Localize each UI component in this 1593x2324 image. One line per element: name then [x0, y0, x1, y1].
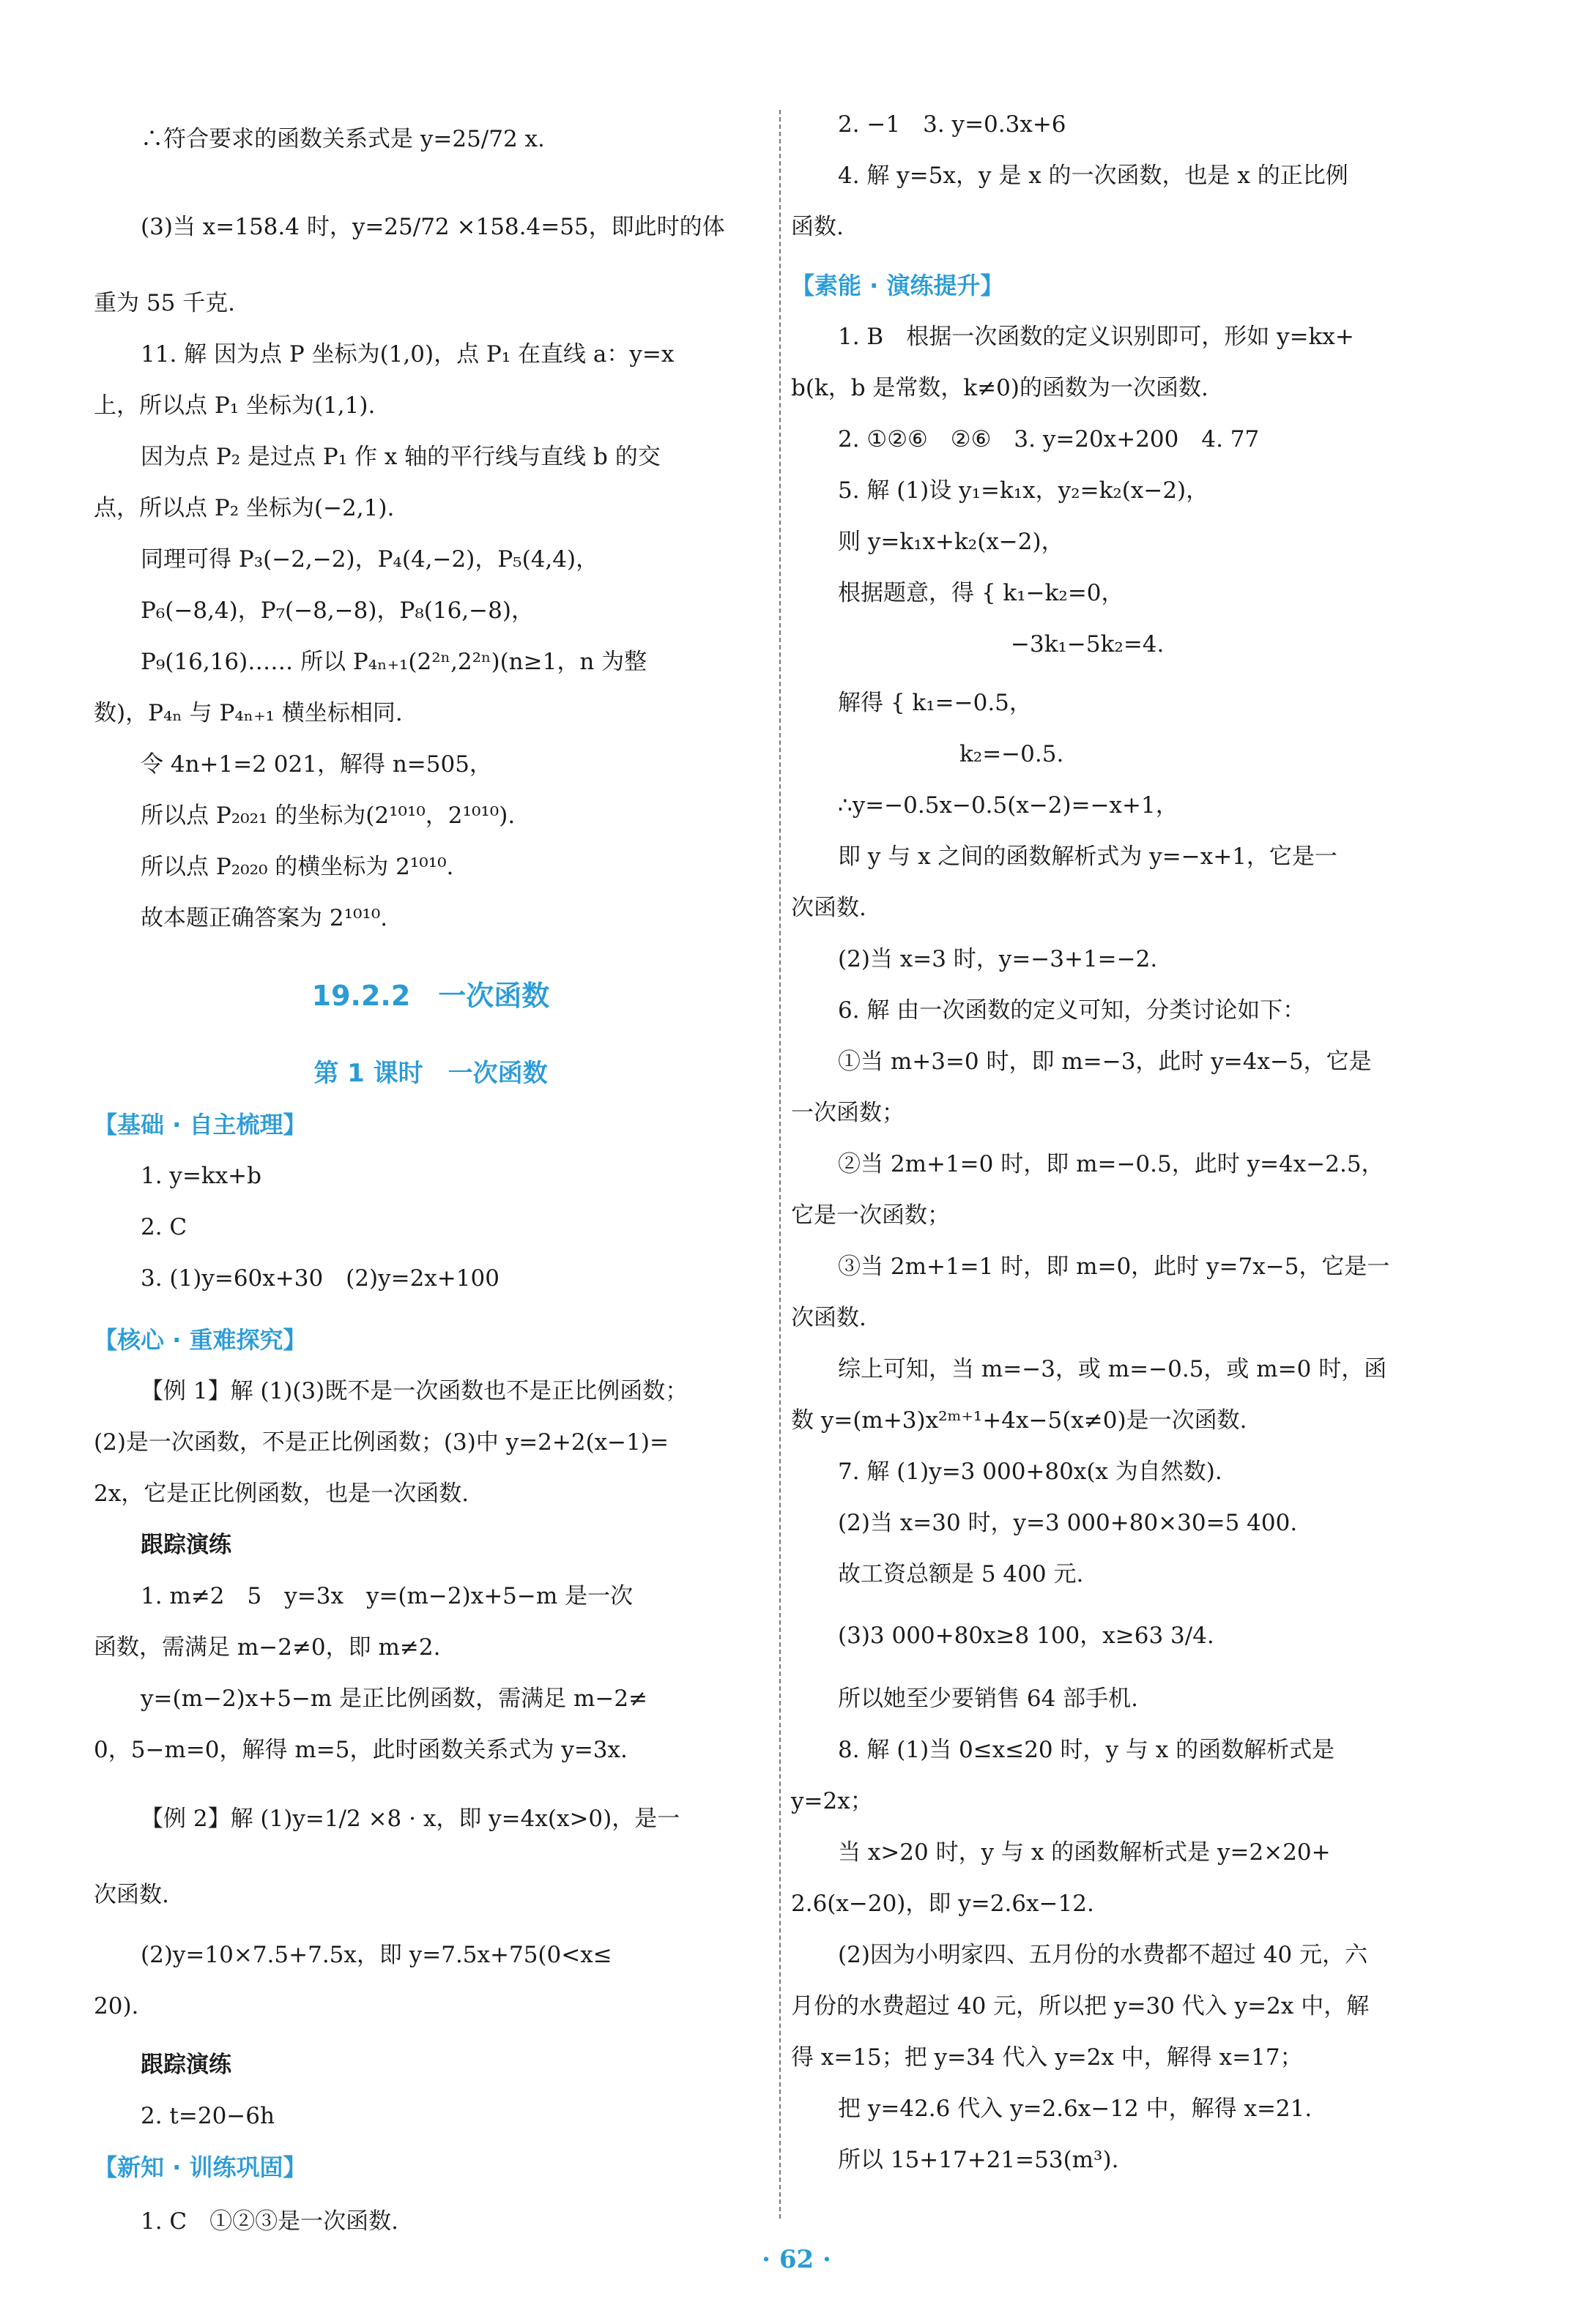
text-line: 令 4n+1=2 021，解得 n=505， [141, 751, 492, 778]
text-line: y=(m−2)x+5−m 是正比例函数，需满足 m−2≠ [141, 1686, 648, 1712]
text-line: 一次函数； [791, 1100, 905, 1126]
text-line: P₆(−8,4)，P₇(−8,−8)，P₈(16,−8)， [141, 597, 534, 624]
text-line: 月份的水费超过 40 元，所以把 y=30 代入 y=2x 中，解 [791, 1993, 1370, 2019]
text-line: 则 y=k₁x+k₂(x−2)， [838, 529, 1064, 555]
text-line: 11. 解 因为点 P 坐标为(1,0)，点 P₁ 在直线 a：y=x [141, 341, 675, 368]
text-line: 根据题意，得 { k₁−k₂=0， [838, 580, 1124, 606]
text-line: 得 x=15；把 y=34 代入 y=2x 中，解得 x=17； [791, 2044, 1303, 2071]
text-line: 即 y 与 x 之间的函数解析式为 y=−x+1，它是一 [838, 843, 1337, 870]
text-line: 2. C [141, 1214, 187, 1240]
text-line: ∴y=−0.5x−0.5(x−2)=−x+1， [838, 792, 1178, 819]
text-line: 1. m≠2 5 y=3x y=(m−2)x+5−m 是一次 [141, 1583, 634, 1609]
text-line: P₉(16,16)…… 所以 P₄ₙ₊₁(2²ⁿ,2²ⁿ)(n≥1，n 为整 [141, 649, 647, 675]
text-line: 8. 解 (1)当 0≤x≤20 时，y 与 x 的函数解析式是 [838, 1737, 1335, 1763]
text-line: 数)，P₄ₙ 与 P₄ₙ₊₁ 横坐标相同. [94, 700, 403, 726]
lesson-title: 第 1 课时 一次函数 [313, 1059, 548, 1088]
text-line: 当 x>20 时，y 与 x 的函数解析式是 y=2×20+ [838, 1839, 1331, 1866]
subsection-heading: 跟踪演练 [141, 1532, 231, 1558]
section-heading: 【素能 · 演练提升】 [791, 272, 1004, 299]
text-line: (2)因为小明家四、五月份的水费都不超过 40 元，六 [838, 1942, 1368, 1968]
text-line: −3k₁−5k₂=4. [1011, 631, 1165, 658]
text-line: 4. 解 y=5x，y 是 x 的一次函数，也是 x 的正比例 [838, 163, 1348, 189]
column-divider [779, 110, 781, 2219]
text-line: 0，5−m=0，解得 m=5，此时函数关系式为 y=3x. [94, 1737, 628, 1763]
subsection-heading: 跟踪演练 [141, 2052, 231, 2078]
section-title: 19.2.2 一次函数 [311, 980, 550, 1012]
text-line: 重为 55 千克. [94, 290, 236, 316]
text-line: 2x，它是正比例函数，也是一次函数. [94, 1481, 469, 1507]
text-line: 2.6(x−20)，即 y=2.6x−12. [791, 1891, 1094, 1917]
text-line: 20). [94, 1993, 139, 2019]
text-line: 所以 15+17+21=53(m³). [838, 2147, 1119, 2173]
text-line: 次函数. [791, 1305, 866, 1331]
text-line: y=2x； [791, 1788, 873, 1814]
text-line: 3. (1)y=60x+30 (2)y=2x+100 [141, 1265, 500, 1292]
text-line: (2)当 x=3 时，y=−3+1=−2. [838, 946, 1158, 972]
text-line: k₂=−0.5. [959, 741, 1064, 767]
text-line: ∴符合要求的函数关系式是 y=25/72 x. [141, 126, 545, 152]
text-line: 上，所以点 P₁ 坐标为(1,1). [94, 392, 376, 419]
text-line: 【例 1】解 (1)(3)既不是一次函数也不是正比例函数； [141, 1378, 688, 1404]
text-line: 2. t=20−6h [141, 2103, 275, 2129]
section-heading: 【新知 · 训练巩固】 [94, 2153, 307, 2181]
text-line: 6. 解 由一次函数的定义可知，分类讨论如下： [838, 997, 1306, 1024]
text-line: 故本题正确答案为 2¹⁰¹⁰. [141, 905, 388, 931]
text-line: 2. ①②⑥ ②⑥ 3. y=20x+200 4. 77 [838, 426, 1260, 452]
text-line: 综上可知，当 m=−3，或 m=−0.5，或 m=0 时，函 [838, 1356, 1387, 1382]
text-line: (2)y=10×7.5+7.5x，即 y=7.5x+75(0<x≤ [141, 1942, 612, 1968]
text-line: 所以点 P₂₀₂₁ 的坐标为(2¹⁰¹⁰，2¹⁰¹⁰). [141, 802, 516, 829]
text-line: ③当 2m+1=1 时，即 m=0，此时 y=7x−5，它是一 [838, 1254, 1390, 1280]
text-line: (3)3 000+80x≥8 100，x≥63 3/4. [838, 1623, 1214, 1649]
text-line: 【例 2】解 (1)y=1/2 ×8 · x，即 y=4x(x>0)，是一 [141, 1806, 680, 1832]
text-line: 函数. [791, 214, 844, 240]
text-line: (2)当 x=30 时，y=3 000+80×30=5 400. [838, 1510, 1298, 1536]
text-line: ①当 m+3=0 时，即 m=−3，此时 y=4x−5，它是 [838, 1049, 1372, 1075]
text-line: 1. y=kx+b [141, 1163, 262, 1189]
section-heading: 【基础 · 自主梳理】 [94, 1111, 307, 1139]
text-line: 所以她至少要销售 64 部手机. [838, 1686, 1139, 1712]
text-line: (3)当 x=158.4 时，y=25/72 ×158.4=55，即此时的体 [141, 214, 725, 240]
text-line: 同理可得 P₃(−2,−2)，P₄(4,−2)，P₅(4,4)， [141, 546, 599, 573]
text-line: 7. 解 (1)y=3 000+80x(x 为自然数). [838, 1459, 1222, 1485]
text-line: 点，所以点 P₂ 坐标为(−2,1). [94, 495, 395, 521]
text-line: 次函数. [94, 1882, 169, 1908]
text-line: 故工资总额是 5 400 元. [838, 1561, 1084, 1587]
section-heading: 【核心 · 重难探究】 [94, 1326, 307, 1354]
text-line: 5. 解 (1)设 y₁=k₁x，y₂=k₂(x−2)， [838, 477, 1209, 504]
text-line: b(k，b 是常数，k≠0)的函数为一次函数. [791, 375, 1208, 401]
text-line: 因为点 P₂ 是过点 P₁ 作 x 轴的平行线与直线 b 的交 [141, 444, 661, 470]
text-line: (2)是一次函数，不是正比例函数；(3)中 y=2+2(x−1)= [94, 1429, 669, 1456]
text-line: 1. B 根据一次函数的定义识别即可，形如 y=kx+ [838, 324, 1354, 350]
text-line: 数 y=(m+3)x²ᵐ⁺¹+4x−5(x≠0)是一次函数. [791, 1407, 1247, 1434]
text-line: 2. −1 3. y=0.3x+6 [838, 111, 1066, 138]
text-line: ②当 2m+1=0 时，即 m=−0.5，此时 y=4x−2.5， [838, 1151, 1384, 1177]
text-line: 它是一次函数； [791, 1202, 950, 1229]
text-line: 函数，需满足 m−2≠0，即 m≠2. [94, 1634, 441, 1661]
text-line: 把 y=42.6 代入 y=2.6x−12 中，解得 x=21. [838, 2096, 1312, 2122]
text-line: 次函数. [791, 895, 866, 921]
page-number: · 62 · [762, 2245, 831, 2274]
text-line: 解得 { k₁=−0.5， [838, 690, 1032, 716]
text-line: 所以点 P₂₀₂₀ 的横坐标为 2¹⁰¹⁰. [141, 854, 454, 880]
text-line: 1. C ①②③是一次函数. [141, 2208, 399, 2235]
